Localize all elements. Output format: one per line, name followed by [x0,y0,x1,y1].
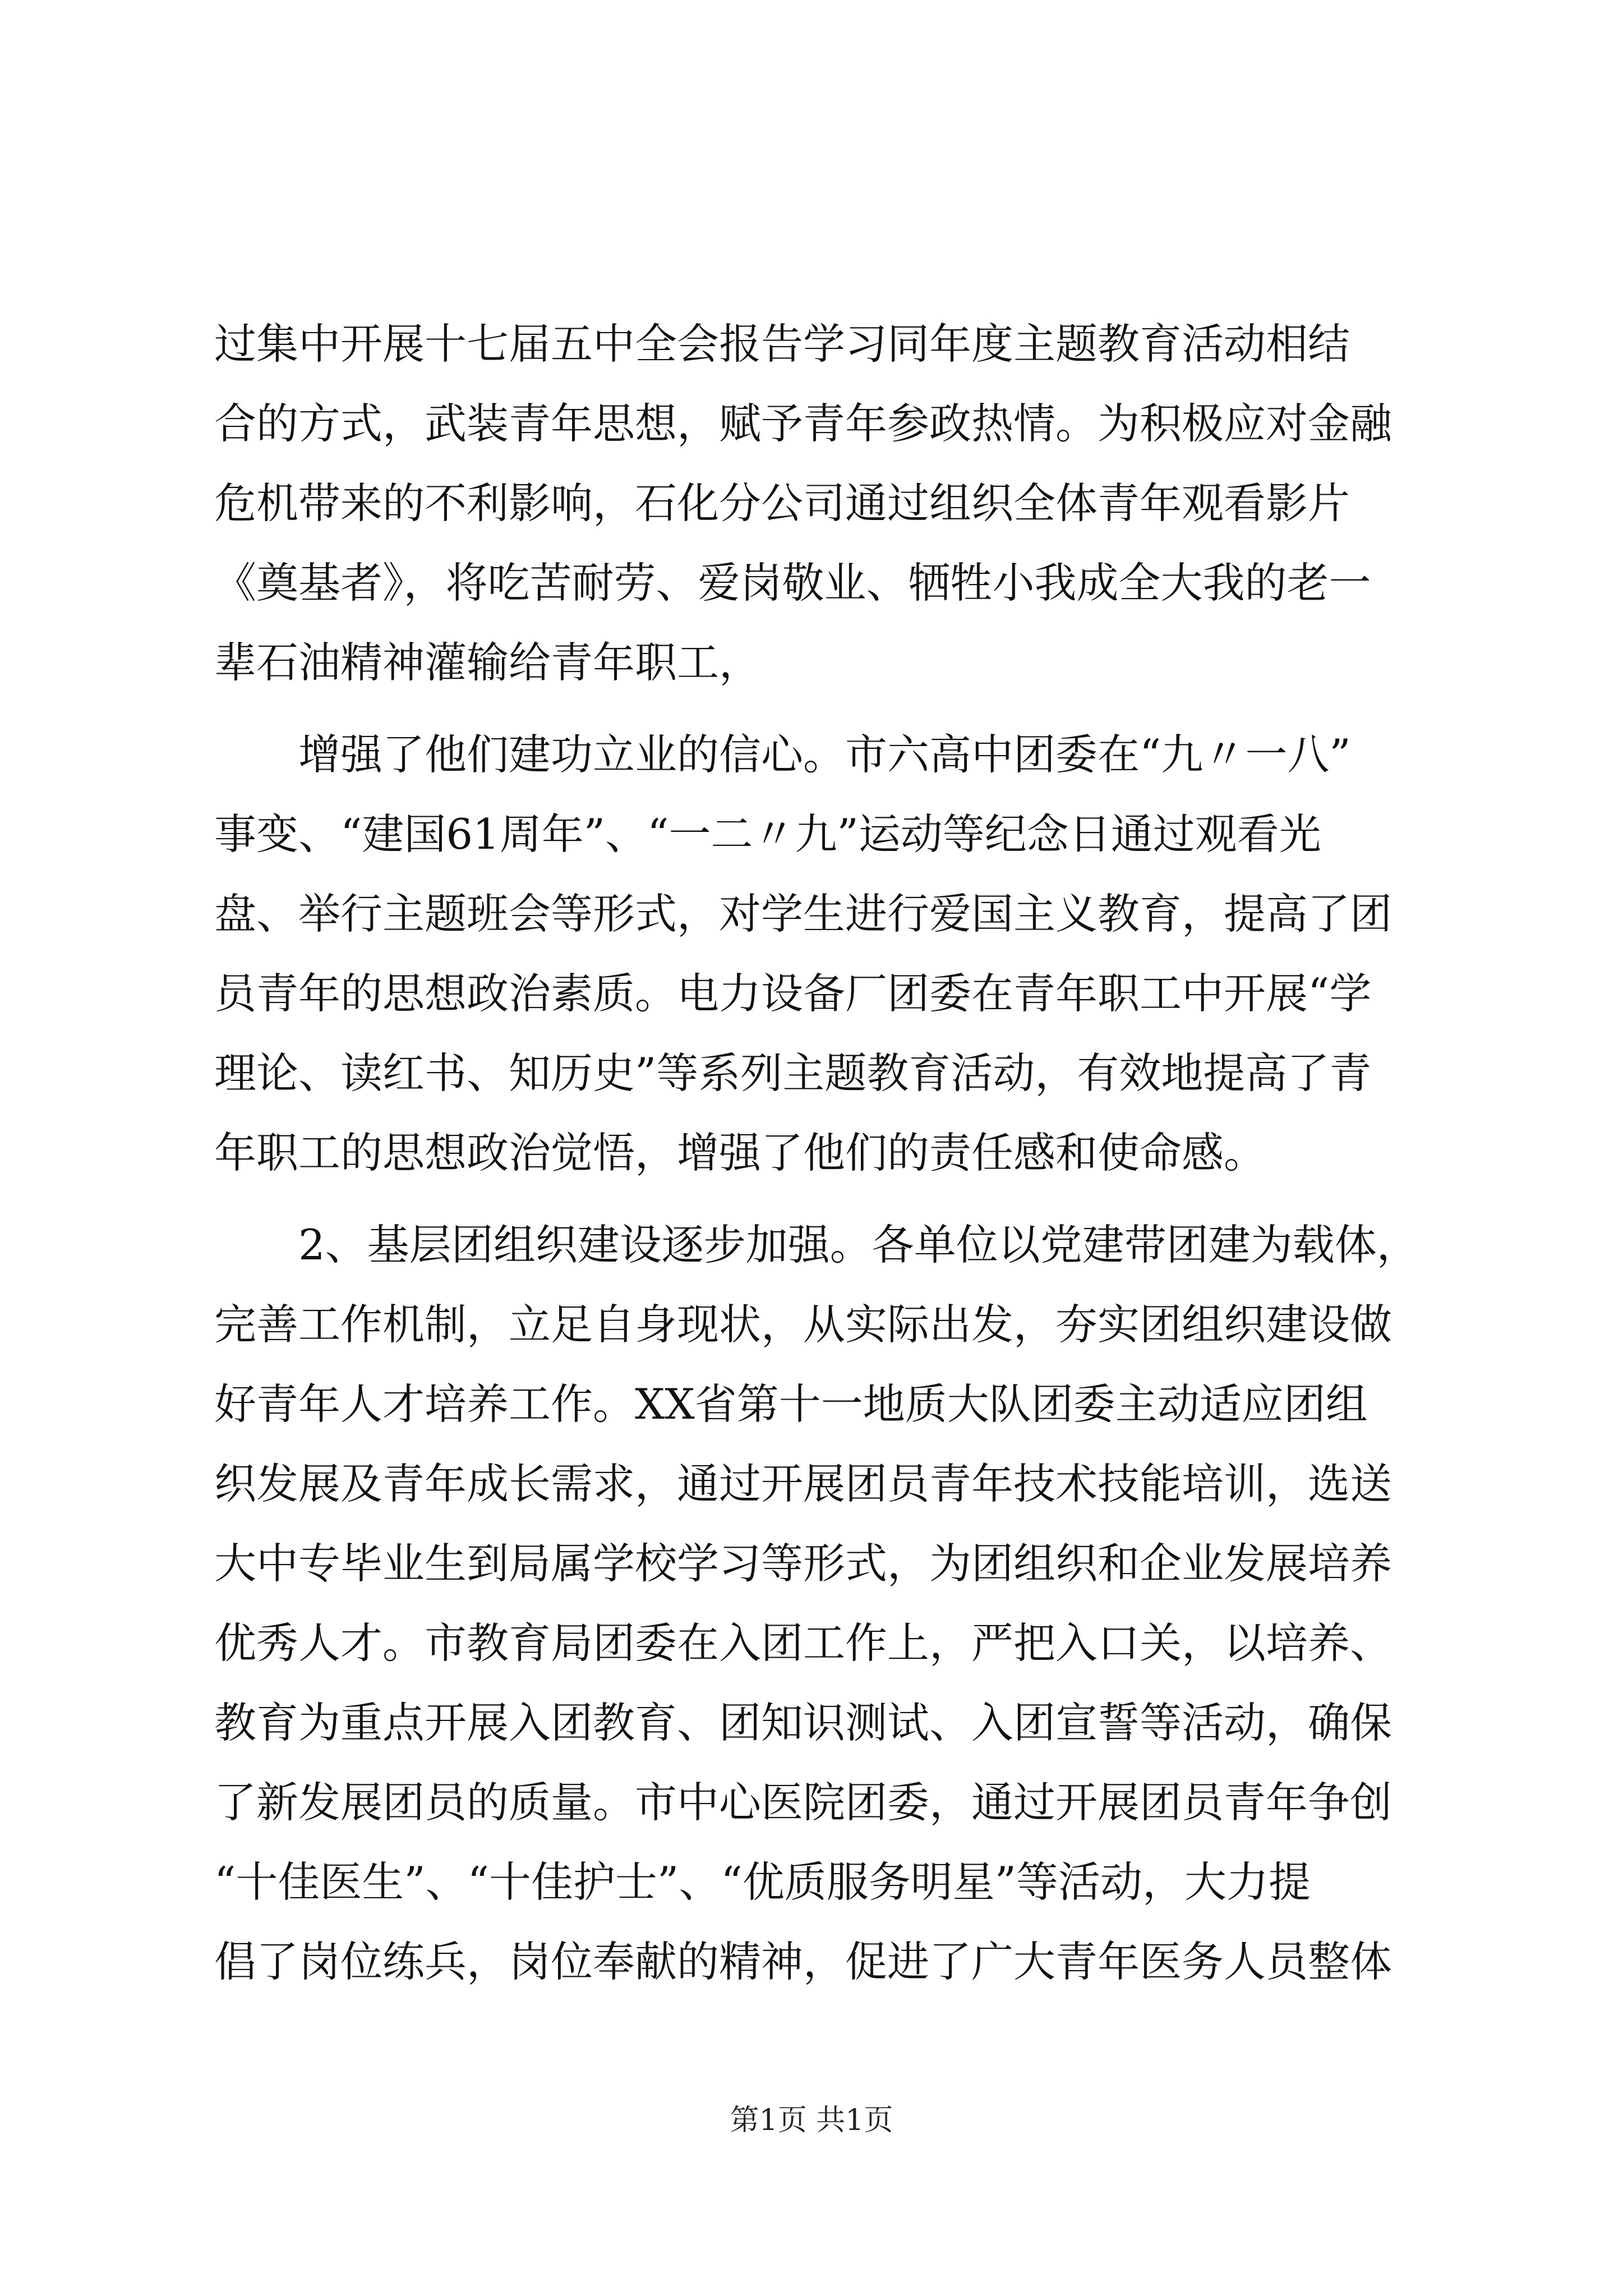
text-line: 教育为重点开展入团教育、团知识测试、入团宣誓等活动，确保 [214,1698,1393,1747]
page-number-label: 第1页 共1页 [730,2104,893,2137]
paragraph-gap [214,702,1409,715]
text-line: 合的方式，武装青年思想，赋予青年参政热情。为积极应对金融 [214,399,1393,448]
text-line: 大中专毕业生到局属学校学习等形式，为团组织和企业发展培养 [214,1539,1393,1588]
paragraph-3 [214,1205,1419,2001]
text-line: 倡了岗位练兵，岗位奉献的精神，促进了广大青年医务人员整体 [214,1937,1393,1986]
text-line: 辈石油精神灌输给青年职工， [214,638,762,687]
page-footer [0,2098,1623,2143]
text-line: 理论、读红书、知历史”等系列主题教育活动，有效地提高了青 [214,1048,1372,1098]
text-line: 完善工作机制，立足自身现状，从实际出发，夯实团组织建设做 [214,1300,1393,1349]
paragraph-gap [214,1193,1409,1205]
text-line: 《奠基者》，将吃苦耐劳、爱岗敬业、牺牲小我成全大我的老一 [214,558,1371,608]
text-line: 盘、举行主题班会等形式，对学生进行爱国主义教育，提高了团 [214,889,1393,938]
text-line: “十佳医生”、“十佳护士”、“优质服务明星”等活动，大力提 [214,1857,1311,1907]
text-line: 过集中开展十七届五中全会报告学习同年度主题教育活动相结 [214,319,1350,369]
paragraph-2 [214,715,1409,1193]
text-line: 事变、“建国61周年”、“一二〃九”运动等纪念日通过观看光 [214,809,1321,859]
text-line: 员青年的思想政治素质。电力设备厂团委在青年职工中开展“学 [214,969,1372,1018]
text-line: 年职工的思想政治觉悟，增强了他们的责任感和使命感。 [214,1128,1266,1177]
text-line: 了新发展团员的质量。市中心医院团委，通过开展团员青年争创 [214,1778,1393,1827]
text-line: 优秀人才。市教育局团委在入团工作上，严把入口关，以培养、 [214,1618,1393,1668]
text-line: 好青年人才培养工作。XX省第十一地质大队团委主动适应团组 [214,1379,1368,1429]
text-line: 织发展及青年成长需求，通过开展团员青年技术技能培训，选送 [214,1459,1393,1508]
text-line: 危机带来的不利影响，石化分公司通过组织全体青年观看影片 [214,478,1350,528]
text-line: 增强了他们建功立业的信心。市六高中团委在“九〃一八” [298,730,1351,779]
document-body [214,304,1419,2001]
text-line: 2、基层团组织建设逐步加强。各单位以党建带团建为载体， [298,1220,1419,1269]
paragraph-1 [214,304,1409,702]
